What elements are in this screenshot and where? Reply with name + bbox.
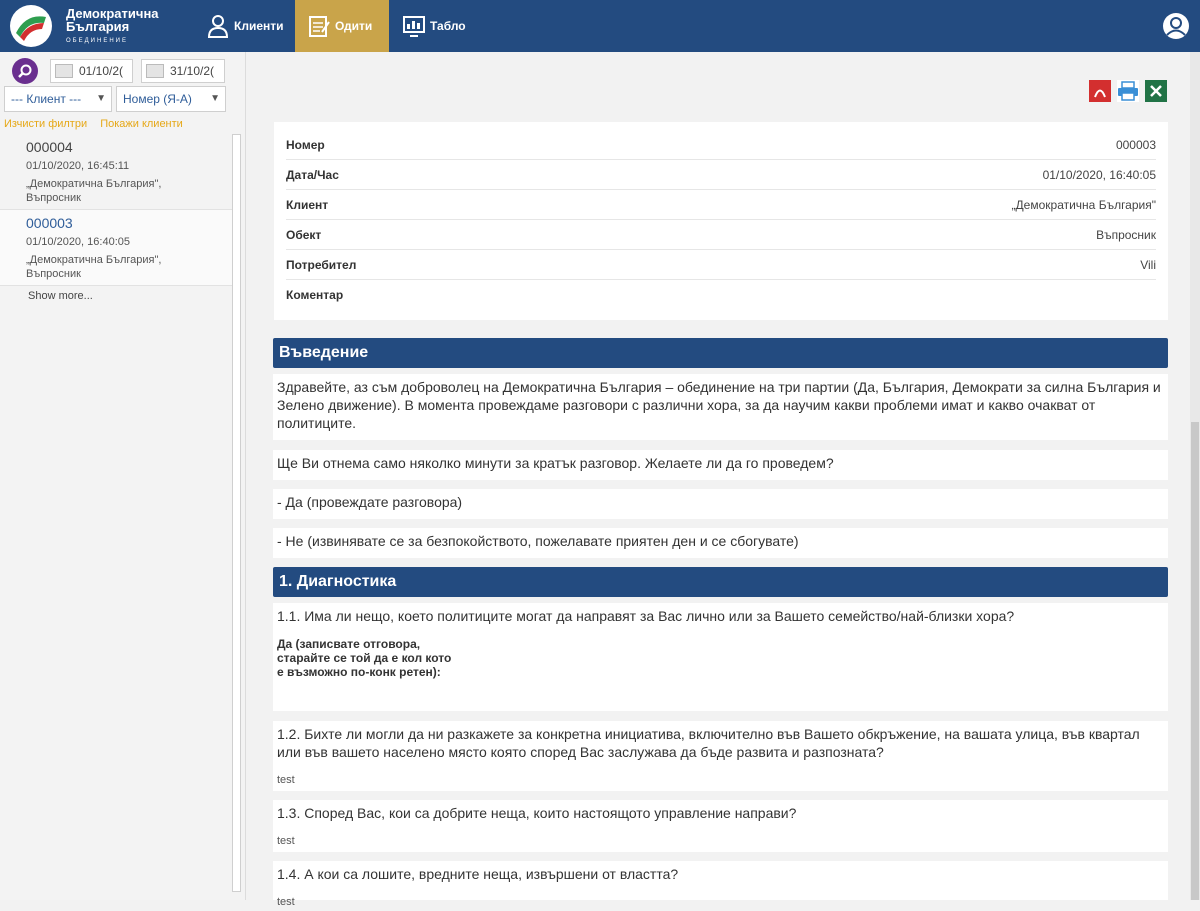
info-row-user: [286, 250, 1156, 280]
dashboard-icon: [402, 12, 426, 40]
calendar-icon: [55, 64, 73, 78]
list-item-number: 000004: [26, 139, 73, 155]
info-label: Клиент: [286, 197, 329, 212]
excel-export-icon[interactable]: [1145, 80, 1167, 102]
client-select[interactable]: [4, 86, 112, 112]
question-block: [273, 861, 1168, 908]
info-value: Vili: [1140, 257, 1156, 272]
nav-clients-label: Клиенти: [234, 19, 284, 33]
info-row-datetime: [286, 160, 1156, 190]
intro-question: Ще Ви отнема само няколко минути за кратък разговор. Желаете ли да го проведем?: [273, 450, 1168, 480]
search-button[interactable]: [12, 58, 38, 84]
info-label: Номер: [286, 137, 325, 152]
question-text: 1.4. А кои са лошите, вредните неща, извършени от властта?: [277, 866, 679, 882]
info-value: Въпросник: [1096, 227, 1156, 242]
export-tools: [1083, 80, 1167, 104]
print-icon[interactable]: [1117, 80, 1139, 102]
info-label: Коментар: [286, 288, 344, 302]
clear-filters-link[interactable]: Изчисти филтри: [4, 118, 88, 130]
info-label: Потребител: [286, 257, 357, 272]
nav-audits[interactable]: [295, 0, 389, 52]
search-icon: [17, 63, 33, 79]
question-text: 1.1. Има ли нещо, което политиците могат да направят за Вас лично или за Вашето семейство/най-близки хора?: [277, 608, 1015, 624]
info-row-comment: [286, 280, 1156, 310]
chevron-down-icon: ▼: [96, 93, 106, 104]
audit-info-card: [274, 122, 1168, 320]
pdf-export-icon[interactable]: [1089, 80, 1111, 102]
scrollbar-thumb[interactable]: [1191, 422, 1199, 900]
section-heading-diagnostics: 1. Диагностика: [273, 567, 1168, 597]
info-label: Обект: [286, 227, 322, 242]
list-item-datetime: 01/10/2020, 16:45:11: [26, 160, 130, 172]
top-navigation-bar: [0, 0, 1200, 52]
list-item[interactable]: [0, 210, 232, 286]
nav-dashboard[interactable]: [398, 0, 488, 52]
intro-paragraph: Здравейте, аз съм доброволец на Демократична България – обединение на три партии (Да, България, Демократи за силна България и Зелено движение). В момента провеждаме разговори с различни хора, за да научим какви проблеми имат и какво очакват от политиците.: [273, 374, 1168, 440]
audit-list-sidebar: [0, 52, 246, 900]
sort-select-value: Номер (Я-А): [123, 92, 192, 106]
date-to-value: 31/10/2(: [170, 64, 215, 78]
intro-option-no: - Не (извинявате се за безпокойството, пожелавате приятен ден и се сбогувате): [273, 528, 1168, 558]
question-block: [273, 800, 1168, 852]
question-answer: test: [277, 896, 295, 908]
user-icon: [206, 12, 230, 40]
section-heading-intro: Въведение: [273, 338, 1168, 368]
sidebar-scrollbar[interactable]: [232, 134, 241, 892]
question-block: [273, 721, 1168, 791]
brand-line2: България: [66, 19, 130, 34]
date-from-value: 01/10/2(: [79, 64, 124, 78]
audit-detail: [247, 52, 1200, 908]
list-item-datetime: 01/10/2020, 16:40:05: [26, 236, 130, 248]
info-row-number: [286, 130, 1156, 160]
clipboard-icon: [307, 12, 331, 40]
main-scrollbar[interactable]: [1190, 52, 1200, 900]
list-item-number: 000003: [26, 215, 73, 231]
date-to-input[interactable]: [141, 59, 225, 83]
show-more-link[interactable]: Show more...: [28, 290, 93, 302]
list-item-client: „Демократична България",: [26, 254, 162, 266]
question-answer: Да (записвате отговора, старайте се той да е кол кото е възможно по-конк ретен):: [277, 637, 452, 679]
list-item[interactable]: [0, 134, 232, 210]
info-value: „Демократична България": [1011, 197, 1156, 212]
list-item-object: Въпросник: [26, 192, 81, 204]
list-item-client: „Демократична България",: [26, 178, 162, 190]
question-text: 1.3. Според Вас, кои са добрите неща, които настоящото управление направи?: [277, 805, 797, 821]
account-icon[interactable]: [1162, 12, 1190, 40]
list-item-object: Въпросник: [26, 268, 81, 280]
brand-logo[interactable]: [10, 5, 52, 47]
question-text: 1.2. Бихте ли могли да ни разкажете за конкретна инициатива, включително във Вашето обкръжение, на вашата улица, във квартал или във вашето населено място която според Вас заслужава да бъде развита и разпозната?: [277, 726, 1140, 760]
calendar-icon: [146, 64, 164, 78]
info-row-client: [286, 190, 1156, 220]
nav-dashboard-label: Табло: [430, 19, 466, 33]
question-block: [273, 603, 1168, 711]
nav-clients[interactable]: [200, 0, 292, 52]
sort-select[interactable]: [116, 86, 226, 112]
date-from-input[interactable]: [50, 59, 133, 83]
brand-line1: Демократична: [66, 6, 159, 21]
nav-audits-label: Одити: [335, 19, 373, 33]
info-row-object: [286, 220, 1156, 250]
question-answer: test: [277, 774, 295, 786]
info-label: Дата/Час: [286, 167, 339, 182]
intro-option-yes: - Да (провеждате разговора): [273, 489, 1168, 519]
question-answer: test: [277, 835, 295, 847]
filter-links: [4, 118, 193, 130]
chevron-down-icon: ▼: [210, 93, 220, 104]
brand-line3: ОБЕДИНЕНИЕ: [66, 38, 128, 44]
client-select-value: --- Клиент ---: [11, 92, 82, 106]
brand-name: [66, 7, 159, 48]
show-clients-link[interactable]: Покажи клиенти: [100, 118, 183, 130]
audit-list: [0, 134, 232, 302]
info-value: 000003: [1115, 137, 1156, 152]
info-value: 01/10/2020, 16:40:05: [1042, 167, 1156, 182]
